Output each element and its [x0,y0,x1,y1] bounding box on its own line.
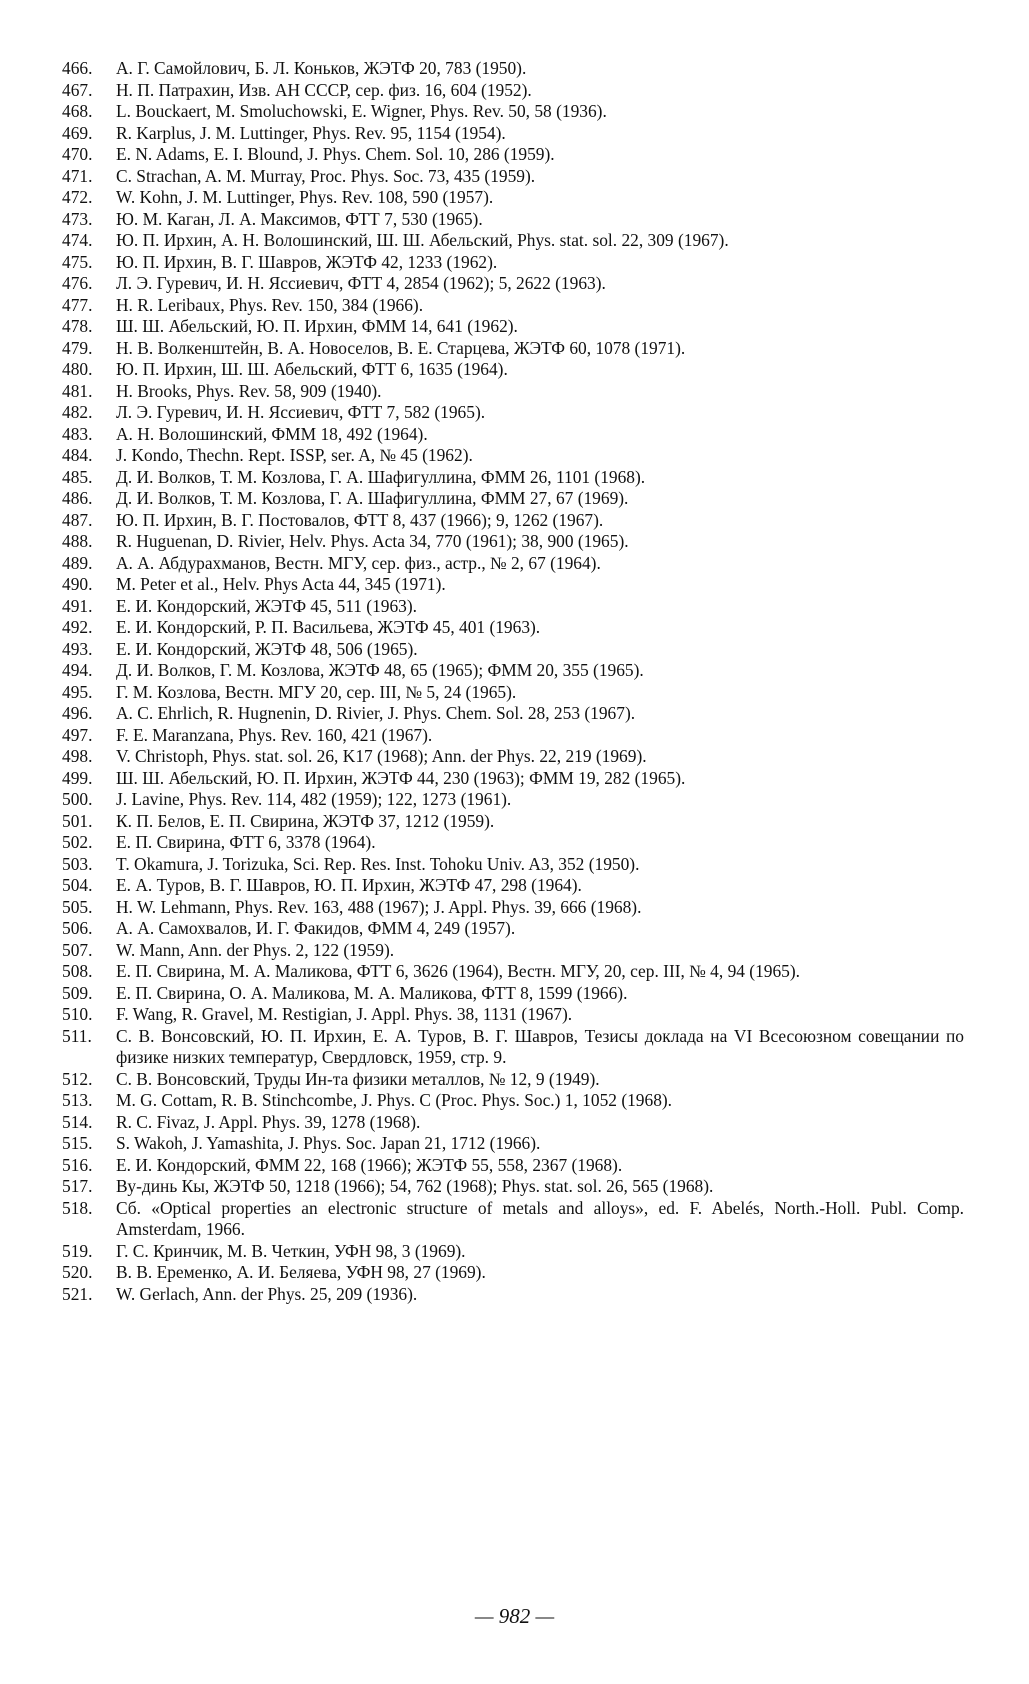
reference-number: 503. [62,853,93,874]
reference-item [62,811,964,833]
reference-text: Ю. П. Ирхин, В. Г. Шавров, ЖЭТФ 42, 1233 (1962). [116,251,498,272]
reference-item [62,553,964,575]
reference-text: Е. И. Кондорский, ФММ 22, 168 (1966); ЖЭТФ 55, 558, 2367 (1968). [116,1154,623,1175]
reference-text: J. Kondo, Thechn. Rept. ISSP, ser. A, № 45 (1962). [116,445,473,465]
reference-number: 510. [62,1004,93,1024]
reference-text: R. Karplus, J. M. Luttinger, Phys. Rev. 95, 1154 (1954). [116,122,506,143]
reference-text: А. А. Самохвалов, И. Г. Факидов, ФММ 4, 249 (1957). [116,918,516,938]
reference-text: T. Okamura, J. Torizuka, Sci. Rep. Res. Inst. Tohoku Univ. A3, 352 (1950). [116,853,640,874]
reference-item [62,983,964,1005]
reference-number: 466. [62,58,93,78]
reference-number: 518. [62,1197,93,1218]
reference-text: V. Christoph, Phys. stat. sol. 26, K17 (1968); Ann. der Phys. 22, 219 (1969). [116,746,647,766]
reference-number: 477. [62,294,93,315]
reference-number: 467. [62,79,93,100]
reference-item [62,381,964,403]
reference-number: 471. [62,165,93,186]
reference-number: 494. [62,660,93,680]
reference-number: 498. [62,746,93,766]
reference-text: E. N. Adams, E. I. Blound, J. Phys. Chem. Sol. 10, 286 (1959). [116,144,555,164]
reference-item [62,660,964,682]
reference-item [62,402,964,424]
reference-item [62,1262,964,1284]
reference-number: 468. [62,101,93,121]
reference-text: Ю. П. Ирхин, Ш. Ш. Абельский, ФТТ 6, 1635 (1964). [116,359,508,379]
reference-number: 470. [62,144,93,164]
reference-text: Д. И. Волков, Т. М. Козлова, Г. А. Шафигуллина, ФММ 27, 67 (1969). [116,488,629,508]
reference-text: Н. В. Волкенштейн, В. А. Новоселов, В. Е. Старцева, ЖЭТФ 60, 1078 (1971). [116,337,686,358]
reference-number: 474. [62,230,93,250]
reference-item [62,1241,964,1263]
reference-item [62,854,964,876]
reference-number: 500. [62,789,93,809]
reference-item [62,1155,964,1177]
reference-item [62,295,964,317]
reference-text: F. E. Maranzana, Phys. Rev. 160, 421 (1967). [116,724,433,745]
reference-number: 478. [62,316,93,336]
reference-item [62,166,964,188]
reference-number: 493. [62,638,93,659]
reference-number: 473. [62,208,93,229]
reference-item [62,1133,964,1155]
reference-number: 485. [62,466,93,487]
reference-item [62,574,964,596]
reference-text: Е. П. Свирина, М. А. Маликова, ФТТ 6, 3626 (1964), Вестн. МГУ, 20, сер. III, № 4, 94 (1965). [116,961,801,981]
reference-item [62,725,964,747]
reference-text: R. Huguenan, D. Rivier, Helv. Phys. Acta 34, 770 (1961); 38, 900 (1965). [116,531,629,551]
reference-item [62,1176,964,1198]
reference-item [62,1284,964,1306]
reference-text: К. П. Белов, Е. П. Свирина, ЖЭТФ 37, 1212 (1959). [116,810,495,831]
reference-text: Е. П. Свирина, О. А. Маликова, М. А. Маликова, ФТТ 8, 1599 (1966). [116,982,628,1003]
reference-text: M. Peter et al., Helv. Phys Acta 44, 345 (1971). [116,574,446,594]
reference-text: L. Bouckaert, M. Smoluchowski, E. Wigner, Phys. Rev. 50, 58 (1936). [116,101,607,121]
reference-text: Сб. «Optical properties an electronic structure of metals and alloys», ed. F. Abelés, North.-Holl. Publ. Comp. Amsterdam, 1966. [116,1197,964,1239]
reference-item [62,445,964,467]
reference-text: А. Г. Самойлович, Б. Л. Коньков, ЖЭТФ 20, 783 (1950). [116,58,527,78]
reference-number: 479. [62,337,93,358]
reference-number: 517. [62,1176,93,1196]
reference-number: 482. [62,402,93,422]
reference-item [62,940,964,962]
reference-number: 519. [62,1240,93,1261]
reference-item [62,123,964,145]
reference-item [62,1069,964,1091]
reference-number: 475. [62,251,93,272]
reference-text: А. А. Абдурахманов, Вестн. МГУ, сер. физ., астр., № 2, 67 (1964). [116,552,601,573]
reference-item [62,230,964,252]
reference-text: W. Mann, Ann. der Phys. 2, 122 (1959). [116,939,395,960]
reference-item [62,768,964,790]
reference-item [62,187,964,209]
reference-number: 495. [62,681,93,702]
reference-number: 504. [62,875,93,895]
reference-item [62,80,964,102]
reference-item [62,338,964,360]
reference-number: 499. [62,767,93,788]
reference-item [62,467,964,489]
reference-text: Н. П. Патрахин, Изв. АН СССР, сер. физ. 16, 604 (1952). [116,79,532,100]
reference-number: 476. [62,273,93,293]
reference-item [62,789,964,811]
reference-item [62,639,964,661]
reference-item [62,1112,964,1134]
reference-number: 507. [62,939,93,960]
reference-number: 509. [62,982,93,1003]
reference-number: 512. [62,1068,93,1089]
reference-number: 488. [62,531,93,551]
reference-item [62,897,964,919]
reference-number: 490. [62,574,93,594]
reference-item [62,1198,964,1241]
reference-item [62,682,964,704]
reference-text: W. Kohn, J. M. Luttinger, Phys. Rev. 108, 590 (1957). [116,187,494,207]
reference-number: 486. [62,488,93,508]
reference-item [62,1026,964,1069]
reference-number: 492. [62,617,93,637]
reference-text: А. Н. Волошинский, ФММ 18, 492 (1964). [116,423,428,444]
reference-text: J. Lavine, Phys. Rev. 114, 482 (1959); 122, 1273 (1961). [116,789,512,809]
reference-item [62,144,964,166]
reference-number: 487. [62,509,93,530]
reference-text: Д. И. Волков, Г. М. Козлова, ЖЭТФ 48, 65 (1965); ФММ 20, 355 (1965). [116,660,644,680]
reference-text: W. Gerlach, Ann. der Phys. 25, 209 (1936). [116,1283,418,1304]
reference-number: 472. [62,187,93,207]
reference-text: H. R. Leribaux, Phys. Rev. 150, 384 (1966). [116,294,424,315]
reference-text: Л. Э. Гуревич, И. Н. Яссиевич, ФТТ 7, 582 (1965). [116,402,486,422]
reference-text: Ш. Ш. Абельский, Ю. П. Ирхин, ФММ 14, 641 (1962). [116,316,518,336]
reference-text: C. Strachan, A. M. Murray, Proc. Phys. Soc. 73, 435 (1959). [116,165,536,186]
reference-text: Ш. Ш. Абельский, Ю. П. Ирхин, ЖЭТФ 44, 230 (1963); ФММ 19, 282 (1965). [116,767,686,788]
page-number: — 982 — [474,1604,555,1628]
reference-item [62,961,964,983]
reference-text: В. В. Еременко, А. И. Беляева, УФН 98, 27 (1969). [116,1262,486,1282]
reference-item [62,510,964,532]
reference-item [62,58,964,80]
reference-number: 502. [62,832,93,852]
reference-text: Ю. П. Ирхин, В. Г. Постовалов, ФТТ 8, 437 (1966); 9, 1262 (1967). [116,509,604,530]
reference-text: С. В. Вонсовский, Труды Ин-та физики металлов, № 12, 9 (1949). [116,1068,600,1089]
reference-number: 489. [62,552,93,573]
reference-item [62,424,964,446]
reference-text: Ву-динь Кы, ЖЭТФ 50, 1218 (1966); 54, 762 (1968); Phys. stat. sol. 26, 565 (1968). [116,1176,714,1196]
reference-number: 513. [62,1090,93,1110]
reference-item [62,918,964,940]
reference-item [62,875,964,897]
reference-number: 483. [62,423,93,444]
reference-number: 481. [62,380,93,401]
reference-text: Д. И. Волков, Т. М. Козлова, Г. А. Шафигуллина, ФММ 26, 1101 (1968). [116,466,646,487]
reference-item [62,101,964,123]
reference-text: Е. И. Кондорский, ЖЭТФ 45, 511 (1963). [116,595,417,616]
reference-number: 480. [62,359,93,379]
reference-item [62,703,964,725]
reference-text: Г. М. Козлова, Вестн. МГУ 20, сер. III, № 5, 24 (1965). [116,681,517,702]
reference-number: 508. [62,961,93,981]
reference-number: 511. [62,1025,92,1046]
reference-text: M. G. Cottam, R. B. Stinchcombe, J. Phys. C (Proc. Phys. Soc.) 1, 1052 (1968). [116,1090,673,1110]
reference-text: С. В. Вонсовский, Ю. П. Ирхин, Е. А. Туров, В. Г. Шавров, Тезисы доклада на VI Всесоюзном совещании по физике низких температур, Свердловск, 1959, стр. 9. [116,1025,964,1067]
reference-item [62,1004,964,1026]
reference-item [62,746,964,768]
reference-number: 506. [62,918,93,938]
reference-text: H. Brooks, Phys. Rev. 58, 909 (1940). [116,380,382,401]
reference-item [62,488,964,510]
reference-number: 496. [62,703,93,723]
reference-item [62,209,964,231]
reference-item [62,1090,964,1112]
reference-text: Л. Э. Гуревич, И. Н. Яссиевич, ФТТ 4, 2854 (1962); 5, 2622 (1963). [116,273,606,293]
reference-item [62,359,964,381]
reference-item [62,273,964,295]
reference-number: 515. [62,1133,93,1153]
reference-item [62,316,964,338]
reference-item [62,252,964,274]
reference-item [62,531,964,553]
reference-text: Ю. М. Каган, Л. А. Максимов, ФТТ 7, 530 (1965). [116,208,483,229]
reference-text: Е. И. Кондорский, ЖЭТФ 48, 506 (1965). [116,638,418,659]
reference-text: A. C. Ehrlich, R. Hugnenin, D. Rivier, J. Phys. Chem. Sol. 28, 253 (1967). [116,703,636,723]
reference-text: Ю. П. Ирхин, А. Н. Волошинский, Ш. Ш. Абельский, Phys. stat. sol. 22, 309 (1967). [116,230,729,250]
reference-text: Е. П. Свирина, ФТТ 6, 3378 (1964). [116,832,376,852]
reference-text: F. Wang, R. Gravel, M. Restigian, J. Appl. Phys. 38, 1131 (1967). [116,1004,573,1024]
reference-number: 491. [62,595,93,616]
reference-item [62,596,964,618]
reference-number: 505. [62,896,93,917]
reference-list [62,58,964,1305]
reference-number: 501. [62,810,93,831]
reference-text: H. W. Lehmann, Phys. Rev. 163, 488 (1967); J. Appl. Phys. 39, 666 (1968). [116,896,642,917]
reference-number: 484. [62,445,93,465]
reference-text: Г. С. Кринчик, М. В. Четкин, УФН 98, 3 (1969). [116,1240,466,1261]
reference-text: Е. И. Кондорский, Р. П. Васильева, ЖЭТФ 45, 401 (1963). [116,617,541,637]
reference-number: 521. [62,1283,93,1304]
reference-number: 469. [62,122,93,143]
reference-text: R. C. Fivaz, J. Appl. Phys. 39, 1278 (1968). [116,1111,421,1132]
reference-number: 516. [62,1154,93,1175]
reference-number: 514. [62,1111,93,1132]
reference-number: 497. [62,724,93,745]
reference-item [62,832,964,854]
reference-text: Е. А. Туров, В. Г. Шавров, Ю. П. Ирхин, ЖЭТФ 47, 298 (1964). [116,875,582,895]
reference-number: 520. [62,1262,93,1282]
reference-text: S. Wakoh, J. Yamashita, J. Phys. Soc. Japan 21, 1712 (1966). [116,1133,541,1153]
reference-item [62,617,964,639]
